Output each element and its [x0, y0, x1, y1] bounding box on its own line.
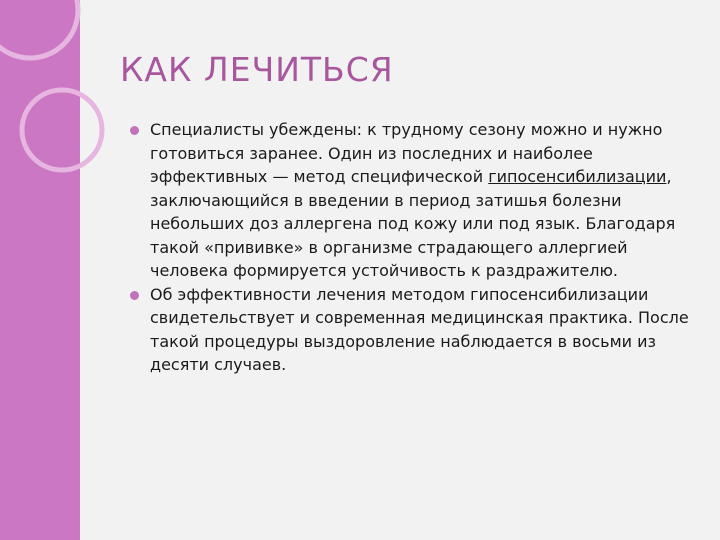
decorative-circles [0, 0, 120, 200]
bullet-list [130, 118, 710, 377]
decorative-circle-bottom [22, 90, 102, 170]
slide-title: КАК ЛЕЧИТЬСЯ [120, 50, 394, 89]
bullet-dot-icon [130, 291, 139, 300]
bullet-1-text-after: , заключающийся в введении в период затишья болезни небольших доз аллергена под кожу или под язык. Благодаря такой «прививке» в организме страдающего аллергией человека формируется устойчивость к раздражителю. [150, 167, 676, 280]
bullet-2-text: Об эффективности лечения методом гипосенсибилизации свидетельствует и современная медицинская практика. После такой процедуры выздоровление наблюдается в восьми из десяти случаев. [150, 284, 689, 374]
bullet-dot-icon [130, 126, 139, 135]
hyposensitization-link[interactable]: гипосенсибилизации [488, 167, 667, 186]
bullet-1-text-before: Специалисты убеждены: к трудному сезону можно и нужно готовиться заранее. Один из последних и наиболее эффективных — метод специфической [150, 120, 663, 186]
decorative-circle-top [0, 0, 78, 58]
bullet-item-2 [130, 283, 710, 377]
bullet-item-1 [130, 118, 710, 283]
